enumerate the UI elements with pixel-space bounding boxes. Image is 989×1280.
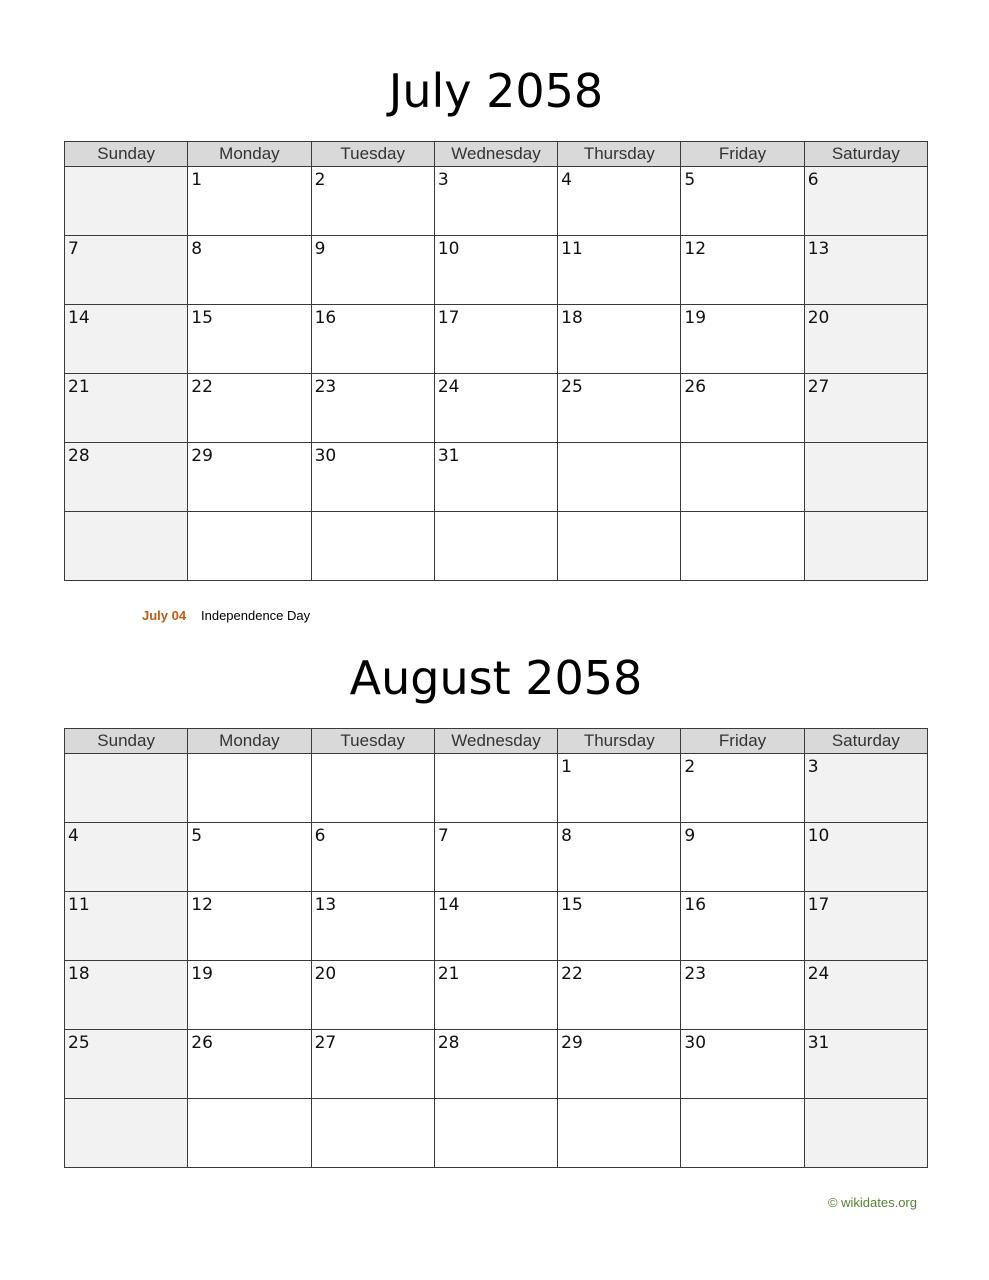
week-row: [65, 1030, 928, 1099]
day-number: 2: [314, 170, 326, 190]
day-number: 18: [561, 308, 583, 328]
day-cell: [804, 754, 927, 823]
holiday-date: July 04: [142, 608, 187, 623]
day-cell: [65, 961, 188, 1030]
weekday-header-saturday: Saturday: [804, 142, 927, 167]
day-number: 1: [561, 757, 572, 777]
day-cell: [311, 961, 434, 1030]
august-calendar: [64, 728, 928, 1168]
day-cell: [434, 961, 557, 1030]
day-cell: [188, 512, 311, 581]
day-cell: [681, 1099, 804, 1168]
day-cell: [681, 961, 804, 1030]
day-cell: [434, 374, 557, 443]
day-cell: [558, 892, 681, 961]
day-cell: [558, 754, 681, 823]
day-number: 31: [807, 1033, 830, 1053]
day-cell: [434, 1099, 557, 1168]
day-number: 28: [437, 1033, 460, 1053]
day-cell: [681, 374, 804, 443]
day-cell: [188, 892, 311, 961]
day-number: 13: [314, 895, 337, 915]
week-row: [65, 167, 928, 236]
day-number: [805, 1099, 927, 1102]
weekday-header-sunday: Sunday: [65, 729, 188, 754]
day-number: 24: [807, 964, 830, 984]
july-title: July 2058: [388, 64, 604, 118]
july-calendar: [64, 141, 928, 581]
day-cell: [65, 443, 188, 512]
day-cell: [804, 961, 927, 1030]
day-number: 22: [191, 377, 213, 397]
day-cell: [311, 374, 434, 443]
day-number: 19: [191, 964, 213, 984]
day-number: 14: [437, 895, 460, 915]
day-cell: [681, 305, 804, 374]
day-number: 17: [807, 895, 830, 915]
day-cell: [804, 892, 927, 961]
day-cell: [188, 443, 311, 512]
day-number: 10: [437, 239, 460, 259]
day-number: 12: [684, 239, 707, 259]
day-cell: [65, 1099, 188, 1168]
weekday-header-friday: Friday: [681, 729, 804, 754]
weekday-header-wednesday: Wednesday: [434, 729, 557, 754]
day-cell: [681, 512, 804, 581]
day-number: 28: [68, 446, 90, 466]
day-number: [65, 1099, 187, 1102]
day-number: 5: [684, 170, 696, 190]
day-number: 12: [191, 895, 213, 915]
day-number: [558, 512, 680, 515]
day-number: [558, 443, 680, 446]
day-cell: [65, 512, 188, 581]
day-number: 4: [561, 170, 572, 190]
day-cell: [188, 961, 311, 1030]
day-cell: [558, 961, 681, 1030]
day-number: 22: [561, 964, 583, 984]
weekday-header-sunday: Sunday: [65, 142, 188, 167]
day-cell: [681, 754, 804, 823]
day-cell: [558, 1030, 681, 1099]
day-cell: [558, 443, 681, 512]
day-number: 8: [561, 826, 572, 846]
day-number: 2: [684, 757, 696, 777]
day-cell: [311, 892, 434, 961]
day-cell: [558, 374, 681, 443]
day-cell: [804, 443, 927, 512]
day-number: [435, 754, 557, 757]
day-number: 31: [437, 446, 460, 466]
day-number: [312, 512, 434, 515]
week-row: [65, 823, 928, 892]
copyright-notice: © wikidates.org: [827, 1195, 917, 1210]
day-cell: [434, 823, 557, 892]
weekday-header-thursday: Thursday: [558, 729, 681, 754]
day-cell: [311, 823, 434, 892]
day-cell: [681, 236, 804, 305]
day-number: [312, 1099, 434, 1102]
day-cell: [804, 823, 927, 892]
week-row: [65, 305, 928, 374]
day-number: [681, 512, 803, 515]
day-number: 25: [68, 1033, 90, 1053]
day-number: 24: [437, 377, 460, 397]
day-cell: [558, 1099, 681, 1168]
week-row: [65, 236, 928, 305]
day-cell: [681, 892, 804, 961]
day-number: 26: [684, 377, 707, 397]
day-number: 9: [314, 239, 326, 259]
day-cell: [311, 1099, 434, 1168]
day-number: 1: [191, 170, 203, 190]
weekday-header-monday: Monday: [188, 729, 311, 754]
day-cell: [65, 892, 188, 961]
day-number: [188, 512, 310, 515]
day-cell: [681, 823, 804, 892]
day-number: 21: [437, 964, 460, 984]
day-cell: [434, 443, 557, 512]
day-number: 10: [807, 826, 830, 846]
day-number: [805, 443, 927, 446]
day-number: [805, 512, 927, 515]
day-cell: [434, 305, 557, 374]
week-row: [65, 374, 928, 443]
day-number: 7: [437, 826, 449, 846]
day-number: 17: [437, 308, 460, 328]
day-number: [558, 1099, 680, 1102]
day-cell: [804, 167, 927, 236]
day-cell: [188, 305, 311, 374]
day-cell: [804, 236, 927, 305]
day-number: [312, 754, 434, 757]
day-number: 4: [68, 826, 79, 846]
day-number: [435, 512, 557, 515]
day-cell: [188, 1099, 311, 1168]
day-cell: [434, 754, 557, 823]
day-number: 16: [684, 895, 707, 915]
day-number: [65, 512, 187, 515]
weekday-header-monday: Monday: [188, 142, 311, 167]
week-row: [65, 754, 928, 823]
holiday-name: Independence Day: [201, 608, 311, 623]
weekday-header-saturday: Saturday: [804, 729, 927, 754]
day-number: 20: [807, 308, 830, 328]
day-cell: [188, 236, 311, 305]
weekday-header-tuesday: Tuesday: [311, 142, 434, 167]
day-number: [188, 1099, 310, 1102]
day-cell: [65, 754, 188, 823]
week-row: [65, 1099, 928, 1168]
day-cell: [804, 374, 927, 443]
day-cell: [311, 754, 434, 823]
day-number: 23: [314, 377, 337, 397]
day-number: 14: [68, 308, 90, 328]
day-cell: [188, 823, 311, 892]
day-cell: [188, 1030, 311, 1099]
day-number: [65, 754, 187, 757]
day-number: [681, 1099, 803, 1102]
weekday-header-tuesday: Tuesday: [311, 729, 434, 754]
week-row: [65, 512, 928, 581]
day-cell: [434, 892, 557, 961]
day-number: [681, 443, 803, 446]
august-title: August 2058: [349, 651, 643, 705]
day-number: 29: [191, 446, 213, 466]
weekday-header-row: [65, 142, 928, 167]
weekday-header-thursday: Thursday: [558, 142, 681, 167]
day-number: 18: [68, 964, 90, 984]
day-cell: [681, 1030, 804, 1099]
day-cell: [311, 1030, 434, 1099]
day-cell: [188, 754, 311, 823]
week-row: [65, 443, 928, 512]
day-number: 15: [191, 308, 213, 328]
day-number: 30: [684, 1033, 707, 1053]
day-cell: [65, 823, 188, 892]
day-cell: [558, 236, 681, 305]
weekday-header-row: [65, 729, 928, 754]
day-number: [435, 1099, 557, 1102]
day-cell: [681, 443, 804, 512]
day-cell: [434, 236, 557, 305]
weekday-header-friday: Friday: [681, 142, 804, 167]
day-cell: [434, 512, 557, 581]
day-number: 5: [191, 826, 203, 846]
day-cell: [558, 305, 681, 374]
day-number: 25: [561, 377, 583, 397]
day-number: 11: [561, 239, 583, 259]
week-row: [65, 961, 928, 1030]
day-cell: [311, 443, 434, 512]
day-number: 20: [314, 964, 337, 984]
day-number: 27: [314, 1033, 337, 1053]
day-cell: [188, 374, 311, 443]
day-number: 9: [684, 826, 696, 846]
day-cell: [804, 1099, 927, 1168]
day-cell: [681, 167, 804, 236]
day-number: 6: [807, 170, 819, 190]
day-cell: [65, 305, 188, 374]
day-cell: [311, 305, 434, 374]
day-cell: [434, 1030, 557, 1099]
day-number: 16: [314, 308, 337, 328]
day-cell: [804, 305, 927, 374]
day-number: 23: [684, 964, 707, 984]
day-number: [188, 754, 310, 757]
day-cell: [558, 167, 681, 236]
day-number: 27: [807, 377, 830, 397]
day-cell: [65, 1030, 188, 1099]
day-cell: [434, 167, 557, 236]
day-number: 30: [314, 446, 337, 466]
day-number: 11: [68, 895, 90, 915]
day-cell: [558, 823, 681, 892]
day-number: 6: [314, 826, 326, 846]
day-cell: [558, 512, 681, 581]
day-cell: [65, 167, 188, 236]
day-cell: [804, 1030, 927, 1099]
day-cell: [65, 374, 188, 443]
day-number: 3: [807, 757, 819, 777]
day-cell: [311, 236, 434, 305]
day-cell: [311, 512, 434, 581]
day-number: 8: [191, 239, 203, 259]
day-number: 15: [561, 895, 583, 915]
holiday-list: [142, 607, 310, 625]
day-number: [65, 167, 187, 170]
weekday-header-wednesday: Wednesday: [434, 142, 557, 167]
day-number: 19: [684, 308, 707, 328]
day-number: 13: [807, 239, 830, 259]
day-number: 29: [561, 1033, 583, 1053]
day-cell: [311, 167, 434, 236]
day-number: 7: [68, 239, 79, 259]
day-number: 26: [191, 1033, 213, 1053]
day-number: 3: [437, 170, 449, 190]
day-number: 21: [68, 377, 90, 397]
day-cell: [65, 236, 188, 305]
day-cell: [188, 167, 311, 236]
week-row: [65, 892, 928, 961]
day-cell: [804, 512, 927, 581]
